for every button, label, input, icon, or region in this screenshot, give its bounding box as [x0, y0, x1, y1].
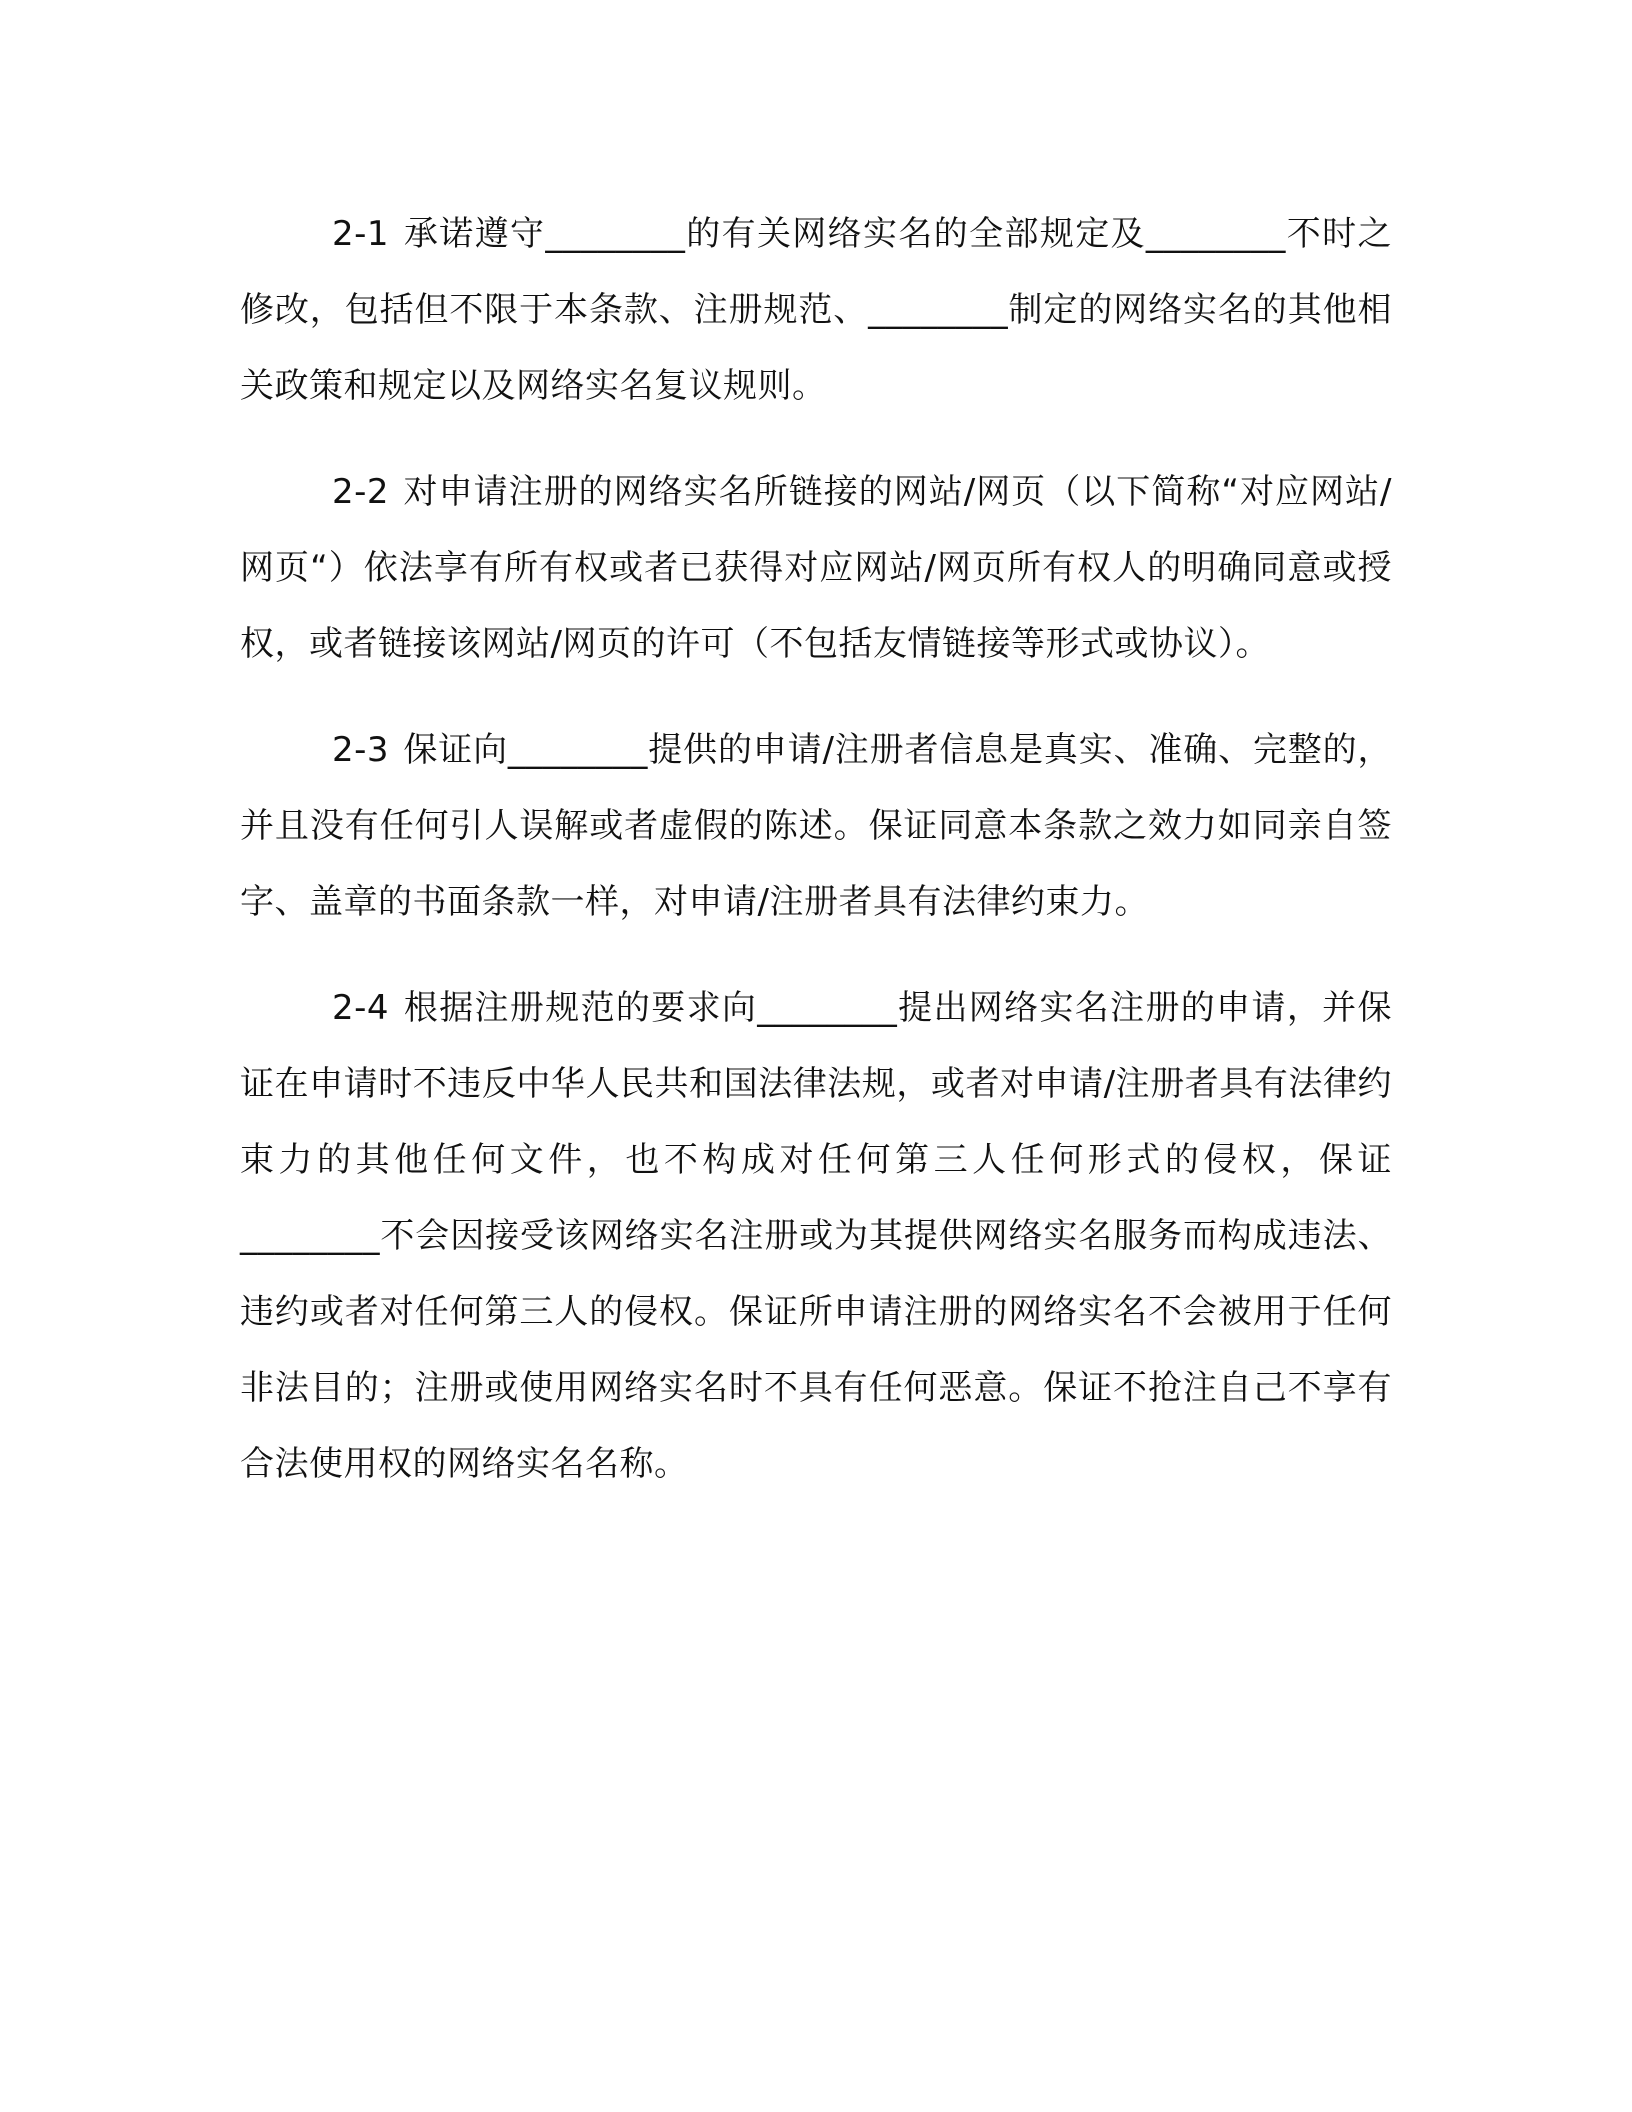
clause-2-2 — [240, 454, 1392, 682]
clause-number: 2-4 — [332, 988, 390, 1028]
document-page — [240, 196, 1392, 1532]
clause-text: 承诺遵守________的有关网络实名的全部规定及________不时之修改，包括但不限于本条款、注册规范、________制定的网络实名的其他相关政策和规定以及网络实名复议规则。 — [240, 214, 1392, 406]
clause-2-4 — [240, 970, 1392, 1502]
clause-number: 2-3 — [332, 730, 390, 770]
clause-number: 2-1 — [332, 214, 390, 254]
clause-text: 根据注册规范的要求向________提出网络实名注册的申请，并保证在申请时不违反中华人民共和国法律法规，或者对申请/注册者具有法律约束力的其他任何文件，也不构成对任何第三人任何形式的侵权，保证________不会因接受该网络实名注册或为其提供网络实名服务而构成违法、违约或者对任何第三人的侵权。保证所申请注册的网络实名不会被用于任何非法目的；注册或使用网络实名时不具有任何恶意。保证不抢注自己不享有合法使用权的网络实名名称。 — [240, 988, 1392, 1484]
clause-text: 保证向________提供的申请/注册者信息是真实、准确、完整的，并且没有任何引人误解或者虚假的陈述。保证同意本条款之效力如同亲自签字、盖章的书面条款一样，对申请/注册者具有法律约束力。 — [240, 730, 1392, 922]
clause-text: 对申请注册的网络实名所链接的网站/网页（以下简称“对应网站/网页“）依法享有所有权或者已获得对应网站/网页所有权人的明确同意或授权，或者链接该网站/网页的许可（不包括友情链接等形式或协议）。 — [240, 472, 1392, 664]
clause-2-1 — [240, 196, 1392, 424]
clause-2-3 — [240, 712, 1392, 940]
clause-number: 2-2 — [332, 472, 390, 512]
